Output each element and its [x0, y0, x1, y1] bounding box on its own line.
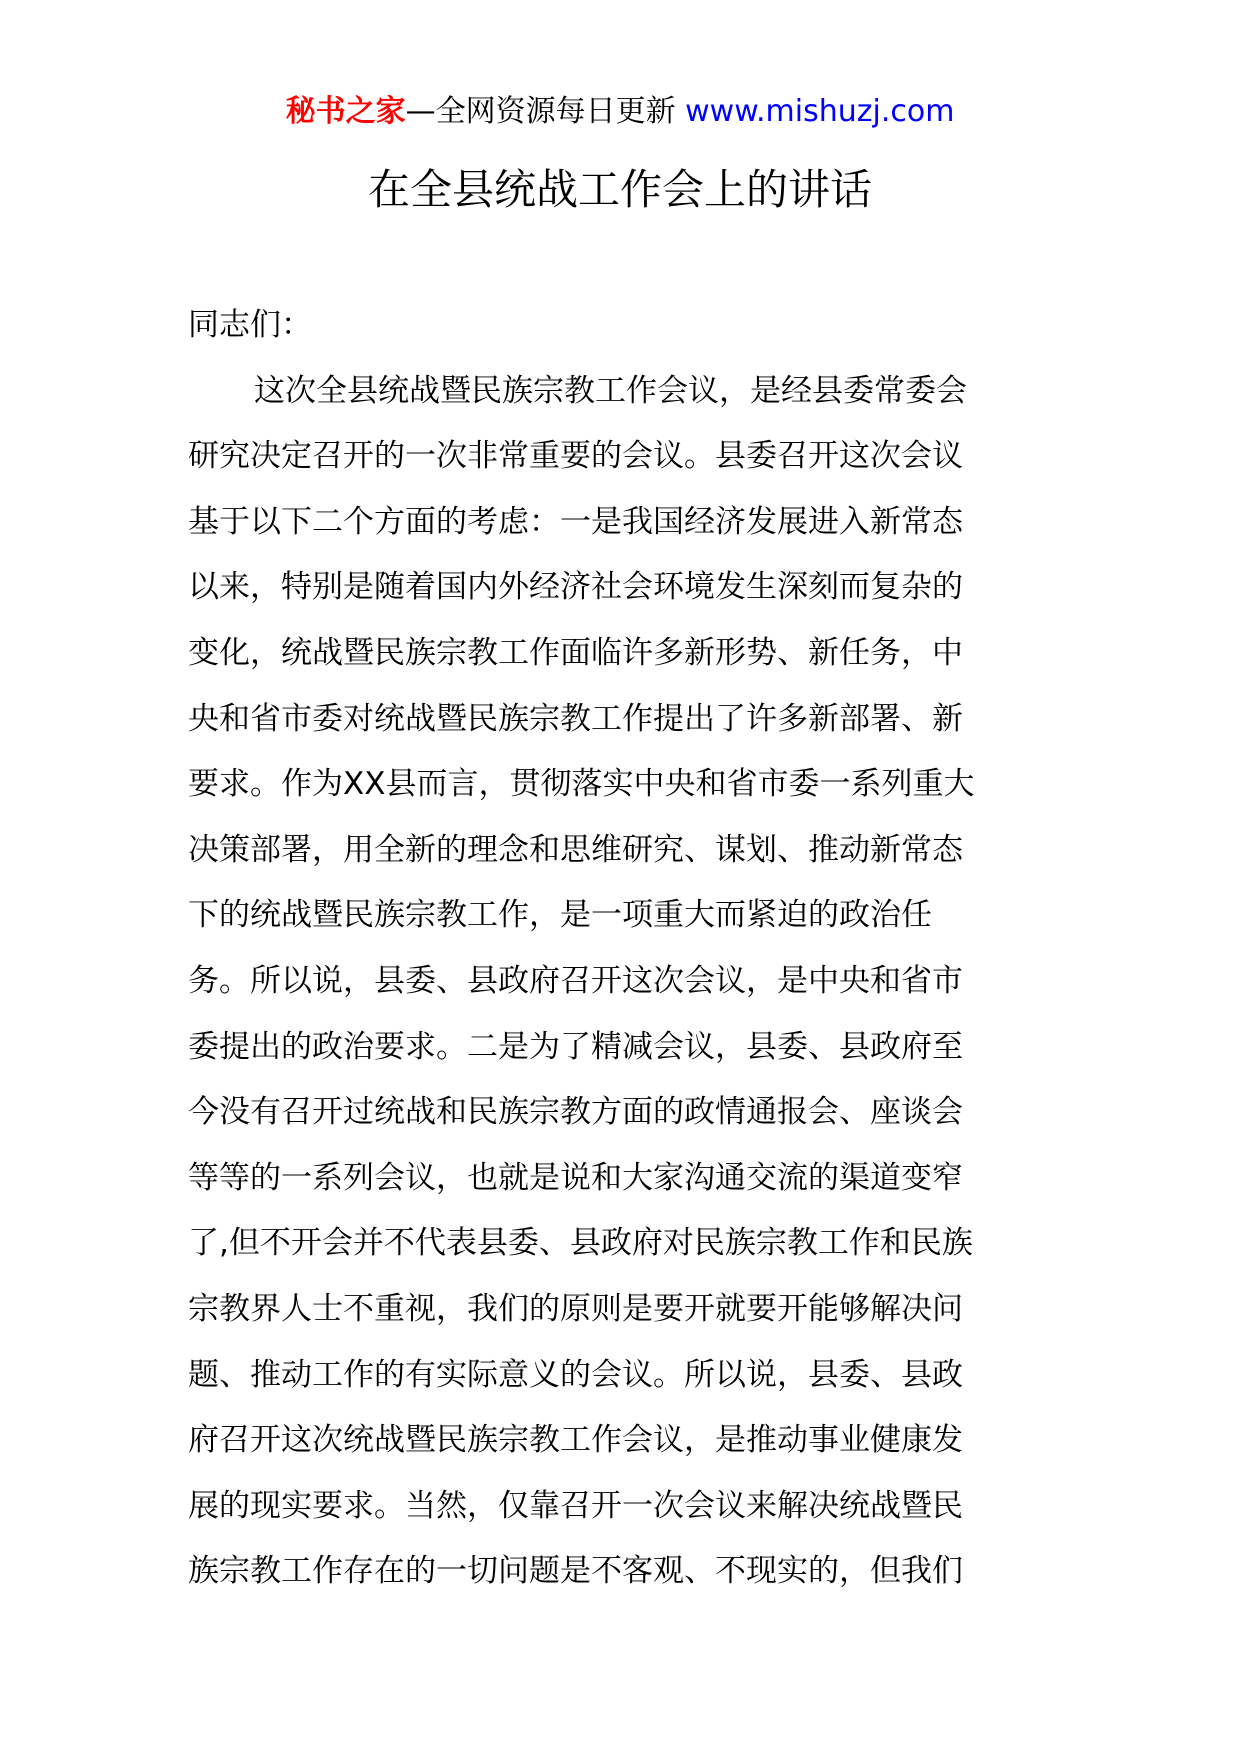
- salutation: 同志们：: [188, 307, 312, 343]
- paragraph-line: 要求。作为XX县而言，贯彻落实中央和省市委一系列重大: [188, 766, 975, 803]
- site-banner: [0, 92, 1240, 132]
- paragraph-line: 决策部署，用全新的理念和思维研究、谋划、推动新常态: [188, 831, 963, 868]
- paragraph-line: 下的统战暨民族宗教工作，是一项重大而紧迫的政治任: [188, 897, 932, 934]
- paragraph-line: 今没有召开过统战和民族宗教方面的政情通报会、座谈会: [188, 1094, 963, 1131]
- paragraph-line: 宗教界人士不重视，我们的原则是要开就要开能够解决问: [188, 1290, 963, 1327]
- paragraph-line: 族宗教工作存在的一切问题是不客观、不现实的，但我们: [188, 1553, 963, 1590]
- paragraph-line: 基于以下二个方面的考虑：一是我国经济发展进入新常态: [188, 503, 963, 540]
- paragraph-line: 以来，特别是随着国内外经济社会环境发生深刻而复杂的: [188, 569, 963, 606]
- paragraph-line: 题、推动工作的有实际意义的会议。所以说，县委、县政: [188, 1356, 963, 1393]
- paragraph-line: 央和省市委对统战暨民族宗教工作提出了许多新部署、新: [188, 700, 963, 737]
- paragraph-line: 府召开这次统战暨民族宗教工作会议，是推动事业健康发: [188, 1422, 963, 1459]
- paragraph-line: 这次全县统战暨民族宗教工作会议，是经县委常委会: [254, 372, 967, 409]
- paragraph-line: 变化，统战暨民族宗教工作面临许多新形势、新任务，中: [188, 634, 963, 671]
- paragraph-line: 委提出的政治要求。二是为了精减会议，县委、县政府至: [188, 1028, 963, 1065]
- site-url-link[interactable]: www.mishuzj.com: [685, 94, 955, 129]
- paragraph-line: 展的现实要求。当然，仅靠召开一次会议来解决统战暨民: [188, 1487, 963, 1524]
- document-body: [188, 300, 1068, 1612]
- paragraph-line: 务。所以说，县委、县政府召开这次会议，是中央和省市: [188, 962, 963, 999]
- paragraph-line: 研究决定召开的一次非常重要的会议。县委召开这次会议: [188, 438, 963, 475]
- brand-name: 秘书之家: [285, 94, 406, 129]
- document-title: 在全县统战工作会上的讲话: [367, 165, 872, 214]
- paragraph-line: 等等的一系列会议，也就是说和大家沟通交流的渠道变窄: [188, 1159, 963, 1196]
- paragraph-line: 了,但不开会并不代表县委、县政府对民族宗教工作和民族: [188, 1225, 973, 1262]
- banner-tagline: —全网资源每日更新: [405, 94, 686, 129]
